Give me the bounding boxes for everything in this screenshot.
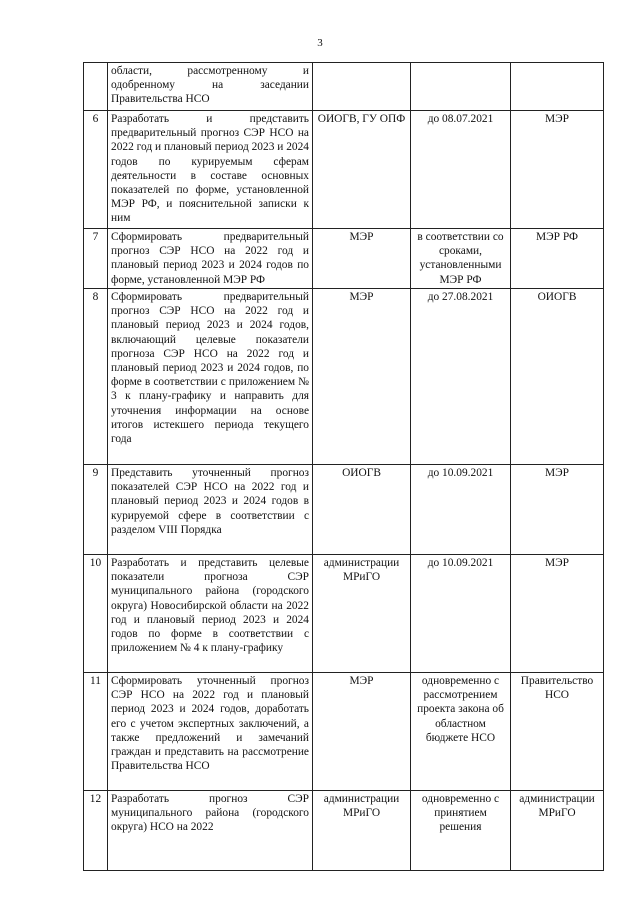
- term-cell: одновременно с рассмотрением проекта закона об областном бюджете НСО: [411, 673, 511, 791]
- row-number: 9: [84, 465, 108, 555]
- executor-cell: МЭР: [313, 673, 411, 791]
- row-number: 11: [84, 673, 108, 791]
- recipient-cell: МЭР: [511, 465, 604, 555]
- recipient-cell: ОИОГВ: [511, 289, 604, 465]
- executor-cell: МЭР: [313, 229, 411, 289]
- task-cell: Сформировать предварительный прогноз СЭР НСО на 2022 год и плановый период 2023 и 2024 годов по форме, установленной МЭР РФ: [108, 229, 313, 289]
- task-cell: Разработать прогноз СЭР муниципального района (городского округа) НСО на 2022: [108, 791, 313, 871]
- recipient-cell: МЭР РФ: [511, 229, 604, 289]
- executor-cell: [313, 63, 411, 111]
- executor-cell: администрации МРиГО: [313, 791, 411, 871]
- executor-cell: ОИОГВ: [313, 465, 411, 555]
- recipient-cell: [511, 63, 604, 111]
- term-cell: до 10.09.2021: [411, 555, 511, 673]
- task-cell: Сформировать уточненный прогноз СЭР НСО на 2022 год и плановый период 2023 и 2024 годов, доработать его с учетом экспертных заключений, а также предложений и замечаний граждан и представить на рассмотрение Правительства НСО: [108, 673, 313, 791]
- task-cell: Разработать и представить предварительный прогноз СЭР НСО на 2022 год и плановый период 2023 и 2024 годов по курируемым сферам деятельности в составе основных показателей по форме, установленной МЭР РФ, и пояснительной записки к ним: [108, 111, 313, 229]
- term-cell: одновременно с принятием решения: [411, 791, 511, 871]
- recipient-cell: МЭР: [511, 111, 604, 229]
- term-cell: до 08.07.2021: [411, 111, 511, 229]
- executor-cell: МЭР: [313, 289, 411, 465]
- term-cell: до 27.08.2021: [411, 289, 511, 465]
- table-row: [84, 229, 604, 289]
- schedule-table: [83, 62, 604, 871]
- row-number: 7: [84, 229, 108, 289]
- table-row: [84, 63, 604, 111]
- table-row: [84, 791, 604, 871]
- task-cell: области, рассмотренному и одобренному на заседании Правительства НСО: [108, 63, 313, 111]
- table-row: [84, 465, 604, 555]
- page-number: 3: [317, 37, 323, 49]
- term-cell: до 10.09.2021: [411, 465, 511, 555]
- recipient-cell: администрации МРиГО: [511, 791, 604, 871]
- table-row: [84, 555, 604, 673]
- term-cell: в соответствии со сроками, установленными МЭР РФ: [411, 229, 511, 289]
- executor-cell: администрации МРиГО: [313, 555, 411, 673]
- table-row: [84, 673, 604, 791]
- task-cell: Представить уточненный прогноз показателей СЭР НСО на 2022 год и плановый период 2023 и 2024 годов в курируемой сфере в соответствии с разделом VIII Порядка: [108, 465, 313, 555]
- term-cell: [411, 63, 511, 111]
- row-number: 6: [84, 111, 108, 229]
- row-number: 12: [84, 791, 108, 871]
- task-cell: Разработать и представить целевые показатели прогноза СЭР муниципального района (городского округа) Новосибирской области на 2022 год и плановый период 2023 и 2024 годов по форме в соответствии с приложением № 4 к плану-графику: [108, 555, 313, 673]
- task-cell: Сформировать предварительный прогноз СЭР НСО на 2022 год и плановый период 2023 и 2024 годов, включающий целевые показатели прогноза СЭР НСО на 2022 год и плановый период 2023 и 2024 годов, по форме в соответствии с приложением № 3 к плану-графику и направить для уточнения информации на основе итогов истекшего периода текущего года: [108, 289, 313, 465]
- table-row: [84, 111, 604, 229]
- executor-cell: ОИОГВ, ГУ ОПФ: [313, 111, 411, 229]
- row-number: [84, 63, 108, 111]
- row-number: 8: [84, 289, 108, 465]
- recipient-cell: МЭР: [511, 555, 604, 673]
- recipient-cell: Правительство НСО: [511, 673, 604, 791]
- table-row: [84, 289, 604, 465]
- row-number: 10: [84, 555, 108, 673]
